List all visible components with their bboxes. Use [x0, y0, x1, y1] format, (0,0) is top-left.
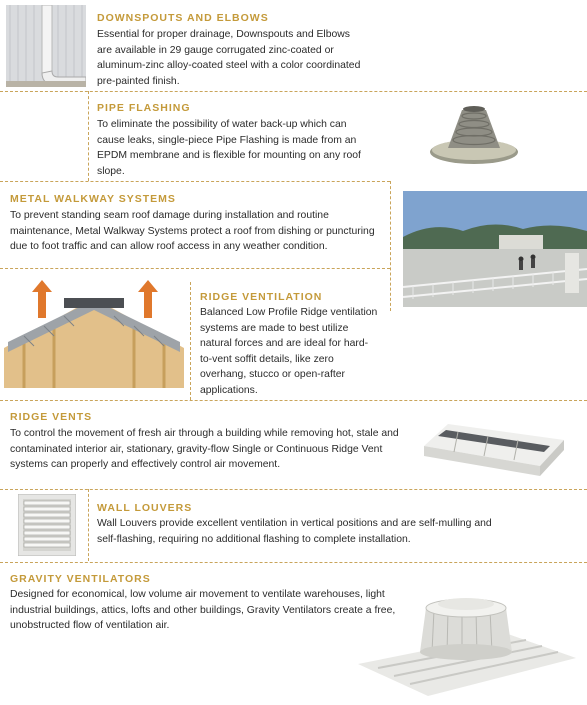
- heading-ridge-vents: RIDGE VENTS: [10, 411, 93, 423]
- walkway-photo: [403, 191, 587, 307]
- divider-3-vertical: [190, 282, 191, 400]
- body-downspouts: Essential for proper drainage, Downspouts and Elbows are available in 29 gauge corrugated zinc-coated or aluminum-zinc alloy-coated steel with a color coordinated pre-painted finish.: [97, 29, 361, 87]
- divider-1-vertical: [88, 91, 89, 181]
- heading-downspouts: DOWNSPOUTS AND ELBOWS: [97, 12, 269, 24]
- wall-louver-photo: [18, 494, 76, 556]
- heading-wall-louvers: WALL LOUVERS: [97, 502, 193, 514]
- downspout-photo: [6, 5, 86, 87]
- body-pipe-flashing: To eliminate the possibility of water back-up which can cause leaks, single-piece Pipe Flashing is made from an EPDM membrane and is flexible for mounting on any roof slope.: [97, 119, 361, 177]
- heading-pipe-flashing: PIPE FLASHING: [97, 102, 191, 114]
- body-walkway: To prevent standing seam roof damage during installation and routine maintenance, Metal Walkway Systems protect a roof from dishing or puncturing due to foot traffic and can allow roof access in any weather condition.: [10, 210, 375, 253]
- ridge-vent-photo: [418, 416, 568, 480]
- heading-ridge-ventilation: RIDGE VENTILATION: [200, 291, 323, 303]
- divider-2: [0, 181, 390, 182]
- divider-6: [0, 562, 587, 563]
- body-ridge-vents: To control the movement of fresh air through a building while removing hot, stale and contaminated interior air, stationary, gravity-flow Single or Continuous Ridge Vent systems can properly and effectively control air movement.: [10, 428, 399, 471]
- heading-gravity-ventilators: GRAVITY VENTILATORS: [10, 573, 151, 585]
- body-wall-louvers: Wall Louvers provide excellent ventilation in vertical positions and are self-mulling and self-flashing, requiring no additional flashing to complete installation.: [97, 518, 492, 545]
- divider-2-vertical: [390, 181, 391, 311]
- gravity-ventilator-photo: [358, 578, 576, 700]
- heading-walkway: METAL WALKWAY SYSTEMS: [10, 193, 176, 205]
- divider-5-vertical: [88, 489, 89, 561]
- body-ridge-ventilation: Balanced Low Profile Ridge ventilation systems are made to best utilize natural forces and are ideal for hard-to-vent soffit details, like zero overhang, stucco or open-rafter applications.: [200, 307, 378, 396]
- pipe-flashing-photo: [428, 96, 520, 168]
- divider-4: [0, 400, 587, 401]
- divider-3: [0, 268, 390, 269]
- body-gravity-ventilators: Designed for economical, low volume air movement to ventilate warehouses, light industrial buildings, attics, lofts and other buildings, Gravity Ventilators create a free, unobstructed flow of ventilation air.: [10, 589, 396, 632]
- ridge-ventilation-illustration: [4, 278, 184, 396]
